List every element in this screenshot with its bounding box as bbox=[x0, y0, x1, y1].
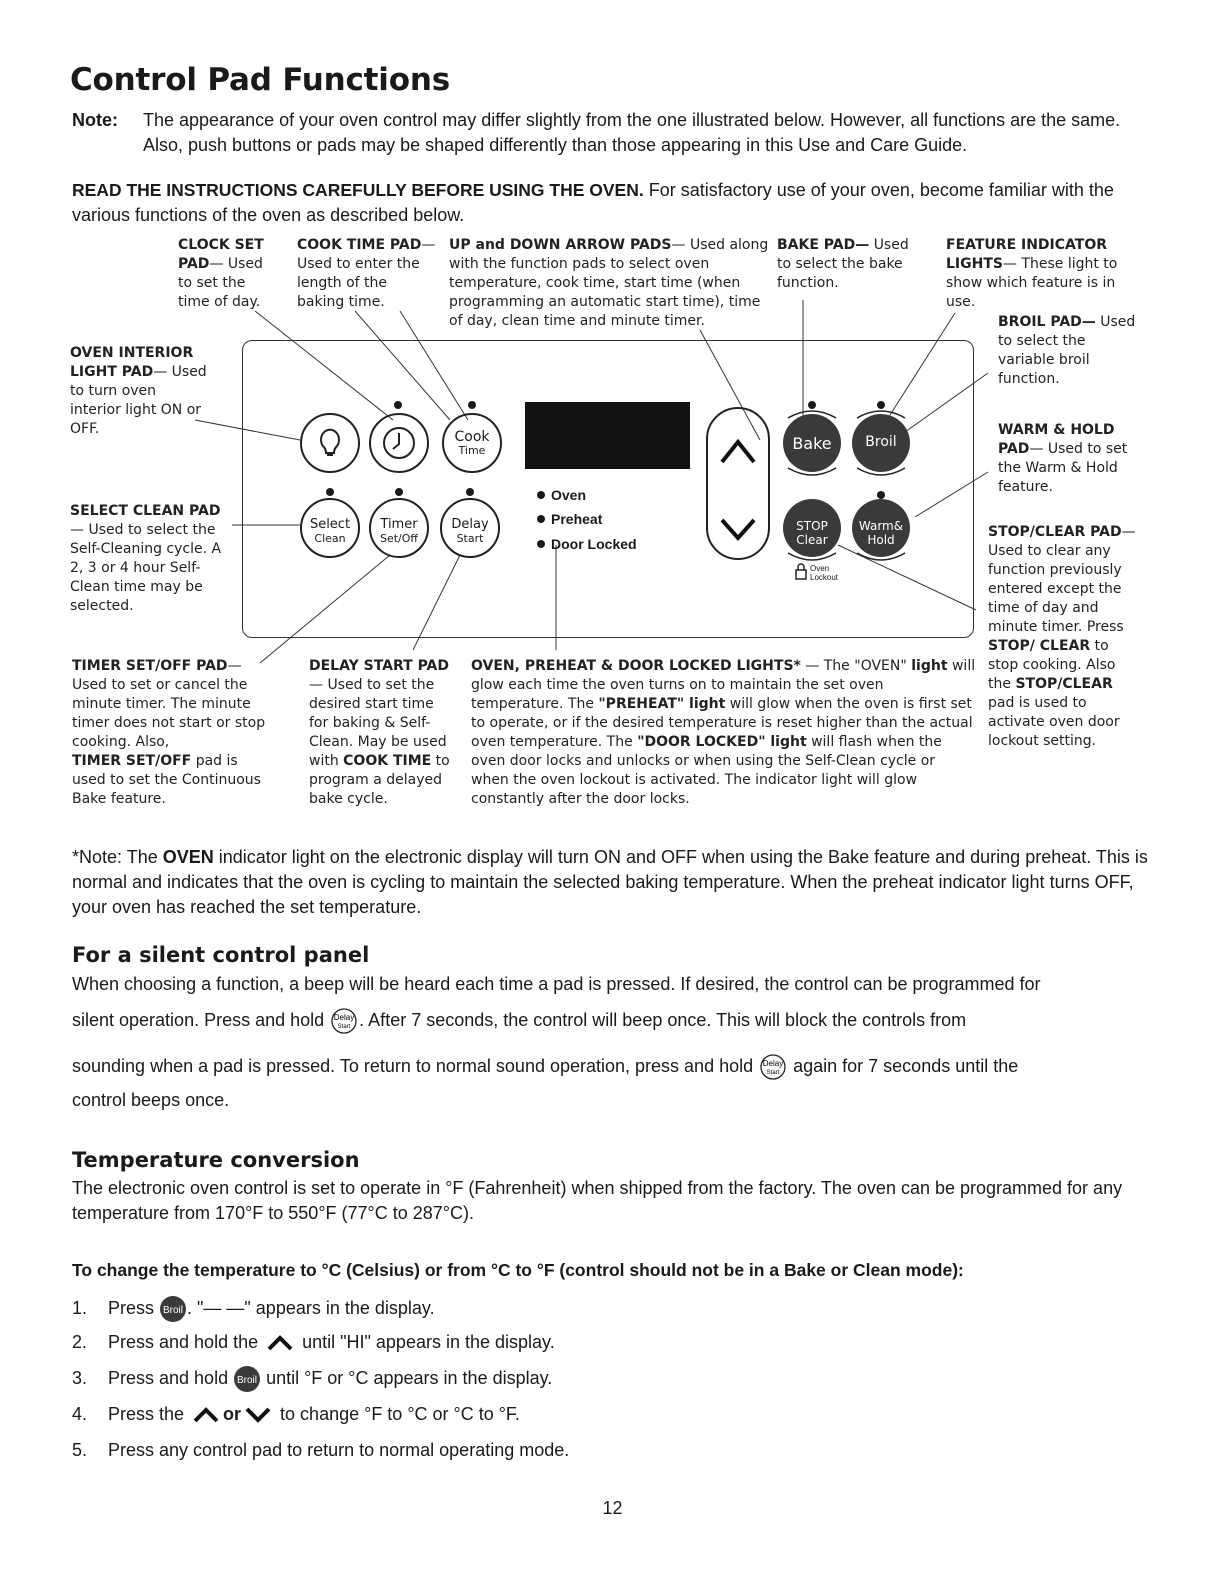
arrow-pads-text: — Used along with the function pads to select oven temperature, cook time, start time (when programming an automatic start time), time of day, clean time and minute timer. bbox=[449, 237, 769, 329]
cook-time-line1: Cook bbox=[454, 429, 490, 445]
page-number: 12 bbox=[602, 1498, 623, 1518]
timer-title: TIMER SET/OFF PAD bbox=[72, 658, 228, 674]
silent-p3a: sounding when a pad is pressed. To return to normal sound operation, press and hold bbox=[72, 1056, 759, 1076]
indicator-dot bbox=[877, 401, 885, 409]
indicator-dot bbox=[808, 401, 816, 409]
ovenlights-title: OVEN, PREHEAT & DOOR LOCKED LIGHTS* bbox=[471, 658, 801, 674]
footnote-t1: *Note: The bbox=[72, 847, 163, 867]
timer-set-off-desc bbox=[72, 657, 272, 809]
step-text-b: to change °F to °C or °C to °F. bbox=[275, 1404, 520, 1424]
delay-line2: Start bbox=[456, 532, 484, 545]
svg-text:Broil: Broil bbox=[237, 1375, 258, 1386]
broil-icon bbox=[159, 1295, 187, 1323]
up-arrow-icon bbox=[189, 1405, 223, 1425]
note-label: Note: bbox=[72, 110, 118, 130]
temp-text: The electronic oven control is set to operate in °F (Fahrenheit) when shipped from the factory. The oven can be programmed for any temperature from 170°F to 550°F (77°C to 287°C). bbox=[72, 1178, 1123, 1223]
delay-text: — Used to set the desired start time for baking & Self-Clean. May be used with bbox=[309, 677, 447, 769]
delay-line1: Delay bbox=[451, 517, 489, 532]
page-title: Control Pad Functions bbox=[70, 62, 450, 98]
step-text: Press and hold the bbox=[108, 1332, 264, 1352]
stop-text2: to stop cooking. Also the bbox=[988, 638, 1116, 692]
silent-heading: For a silent control panel bbox=[72, 943, 370, 967]
ovenlights-b2: "PREHEAT" light bbox=[598, 696, 726, 712]
lock-icon bbox=[796, 570, 806, 579]
step-num: 1. bbox=[72, 1297, 88, 1318]
delay-start-icon bbox=[329, 1008, 359, 1034]
delay-start-label[interactable] bbox=[441, 518, 499, 546]
step-num: 5. bbox=[72, 1440, 88, 1460]
select-clean-desc bbox=[70, 502, 225, 616]
electronic-display bbox=[525, 402, 690, 469]
ovenlights-text3: will glow when the oven is first set to operate, or if the desired temperature is reset higher than the actual oven temperature. The bbox=[471, 696, 973, 750]
indicator-dot bbox=[468, 401, 476, 409]
feature-title: FEATURE INDICATOR LIGHTS bbox=[946, 237, 1108, 272]
silent-line1: When choosing a function, a beep will be heard each time a pad is pressed. If desired, the control can be programmed for bbox=[72, 974, 1041, 994]
step-text: Press the bbox=[108, 1404, 190, 1424]
timer-line2: Set/Off bbox=[379, 532, 418, 545]
oven-footnote bbox=[72, 845, 1152, 920]
lockout-line1: Oven bbox=[810, 564, 830, 573]
silent-p2b: . After 7 seconds, the control will beep once. This will block the controls from bbox=[359, 1010, 967, 1030]
step-4 bbox=[72, 1402, 520, 1426]
bake-pad-desc bbox=[777, 236, 927, 293]
select-title: SELECT CLEAN PAD bbox=[70, 503, 221, 519]
ovenlights-b1: light bbox=[911, 658, 948, 674]
step-2 bbox=[72, 1330, 555, 1354]
step-5 bbox=[72, 1438, 569, 1462]
delay-text2: to program a delayed bake cycle. bbox=[309, 753, 450, 807]
warm-hold-desc bbox=[998, 421, 1143, 497]
stop-bold1: STOP/ CLEAR bbox=[988, 638, 1091, 654]
bake-title: BAKE PAD— bbox=[777, 237, 870, 253]
indicator-dot bbox=[537, 515, 545, 523]
silent-line4: control beeps once. bbox=[72, 1090, 230, 1110]
indicator-dot bbox=[326, 488, 334, 496]
step-or: or bbox=[223, 1404, 242, 1424]
timer-set-off-label[interactable] bbox=[370, 518, 428, 546]
broil-icon bbox=[233, 1365, 261, 1393]
lockout-line2: Lockout bbox=[810, 573, 839, 582]
svg-text:Broil: Broil bbox=[163, 1305, 184, 1316]
ovenlights-text1: — The "OVEN" bbox=[800, 658, 912, 674]
broil-pad-label[interactable]: Broil bbox=[865, 434, 897, 450]
stop-clear-label[interactable] bbox=[783, 519, 841, 547]
clock-set-label bbox=[178, 236, 278, 312]
broil-pad-desc bbox=[998, 313, 1138, 389]
delay-start-icon bbox=[758, 1054, 788, 1080]
bake-text: Used to select the bake function. bbox=[777, 237, 909, 291]
svg-text:Start: Start bbox=[766, 1070, 780, 1077]
delay-start-desc bbox=[309, 657, 454, 809]
read-bold: READ THE INSTRUCTIONS CAREFULLY BEFORE USING THE OVEN. bbox=[72, 180, 644, 200]
stop-title: STOP/CLEAR PAD bbox=[988, 524, 1122, 540]
up-arrow-icon bbox=[722, 442, 754, 462]
ovenlights-text4: will flash when the oven door locks and unlocks or when using the Self-Clean cycle or when the oven lockout is activated. The indicator light will glow constantly after the door locks. bbox=[471, 734, 942, 807]
oven-lockout-label bbox=[810, 564, 838, 582]
arrow-pads-title: UP and DOWN ARROW PADS bbox=[449, 237, 672, 253]
select-text: — Used to select the Self-Cleaning cycle. A 2, 3 or 4 hour Self-Clean time may be selected. bbox=[70, 522, 222, 614]
change-heading: To change the temperature to °C (Celsius) or from °C to °F (control should not be in a Bake or Clean mode): bbox=[72, 1260, 964, 1280]
cook-time-title: COOK TIME PAD bbox=[297, 237, 422, 253]
light-text: — Used to turn oven interior light ON or OFF. bbox=[70, 364, 207, 437]
silent-line2 bbox=[72, 1008, 1152, 1034]
clock-set-text: — Used to set the time of day. bbox=[178, 256, 263, 310]
select-line1: Select bbox=[309, 517, 351, 532]
interior-light-desc bbox=[70, 344, 210, 439]
delay-bold: COOK TIME bbox=[343, 753, 432, 769]
indicator-dot bbox=[395, 488, 403, 496]
svg-text:Start: Start bbox=[337, 1024, 351, 1031]
indicator-dot bbox=[877, 491, 885, 499]
indicator-oven: Oven bbox=[551, 487, 587, 503]
warm-line2: Hold bbox=[867, 533, 895, 547]
delay-title: DELAY START PAD bbox=[309, 658, 449, 674]
timer-line1: Timer bbox=[380, 517, 418, 532]
stop-text3: pad is used to activate oven door lockout setting. bbox=[988, 695, 1120, 749]
step-text-b: until °F or °C appears in the display. bbox=[261, 1367, 553, 1388]
step-text: Press and hold bbox=[108, 1367, 234, 1388]
lightbulb-icon bbox=[321, 430, 339, 455]
cook-time-pad-label[interactable] bbox=[443, 430, 501, 458]
footnote-bold: OVEN bbox=[162, 847, 214, 867]
warm-title: WARM & HOLD PAD bbox=[998, 422, 1115, 457]
timer-text2: pad is used to set the Continuous Bake feature. bbox=[72, 753, 261, 807]
oven-lights-desc bbox=[471, 657, 976, 809]
cook-time-label bbox=[297, 236, 437, 312]
step-text-b: . "— —" appears in the display. bbox=[187, 1297, 435, 1318]
down-arrow-icon bbox=[722, 520, 754, 538]
step-text: Press bbox=[108, 1297, 160, 1318]
ovenlights-text2: will glow each time the oven turns on to maintain the set oven temperature. The bbox=[471, 658, 976, 712]
select-line2: Clean bbox=[314, 532, 346, 545]
indicator-preheat: Preheat bbox=[551, 511, 603, 527]
step-num: 3. bbox=[72, 1367, 88, 1388]
up-arrow-icon bbox=[263, 1333, 297, 1353]
stop-text1: — Used to clear any function previously entered except the time of day and minute timer. Press bbox=[988, 524, 1136, 635]
timer-bold2: TIMER SET/OFF bbox=[72, 753, 192, 769]
warm-text: — Used to set the Warm & Hold feature. bbox=[998, 441, 1128, 495]
temp-heading: Temperature conversion bbox=[72, 1148, 360, 1172]
step-1 bbox=[72, 1295, 435, 1323]
cook-time-line2: Time bbox=[458, 444, 486, 457]
cook-time-text: — Used to enter the length of the baking time. bbox=[297, 237, 436, 310]
step-text: Press any control pad to return to normal operating mode. bbox=[108, 1440, 570, 1460]
down-arrow-icon bbox=[241, 1405, 275, 1425]
light-title: OVEN INTERIOR LIGHT PAD bbox=[70, 345, 194, 380]
svg-text:Delay: Delay bbox=[333, 1013, 355, 1023]
broil-text: Used to select the variable broil function. bbox=[998, 314, 1136, 387]
indicator-dot bbox=[537, 540, 545, 548]
indicator-dot bbox=[466, 488, 474, 496]
bake-pad-label[interactable]: Bake bbox=[792, 434, 832, 453]
read-text: For satisfactory use of your oven, become familiar with the various functions of the oven as described below. bbox=[72, 180, 1114, 225]
note-text: The appearance of your oven control may differ slightly from the one illustrated below. However, all functions are the same. Also, push buttons or pads may be shaped differently than those appearing in this Use and Care Guide. bbox=[143, 110, 1121, 155]
step-num: 4. bbox=[72, 1404, 88, 1424]
step-3 bbox=[72, 1365, 552, 1393]
select-clean-label[interactable] bbox=[301, 518, 359, 546]
indicator-dot bbox=[394, 401, 402, 409]
arrow-pads-label bbox=[449, 236, 771, 331]
light-pad bbox=[301, 414, 359, 472]
clock-set-title: CLOCK SET PAD bbox=[178, 237, 264, 272]
svg-text:Delay: Delay bbox=[762, 1059, 784, 1069]
ovenlights-b3: "DOOR LOCKED" light bbox=[637, 734, 807, 750]
silent-p3b: again for 7 seconds until the bbox=[788, 1056, 1019, 1076]
stop-clear-desc bbox=[988, 523, 1136, 751]
stop-line1: STOP bbox=[796, 519, 828, 533]
silent-line3 bbox=[72, 1054, 1152, 1080]
step-num: 2. bbox=[72, 1332, 88, 1352]
broil-title: BROIL PAD— bbox=[998, 314, 1096, 330]
footnote-t2: indicator light on the electronic display will turn ON and OFF when using the Bake feature and during preheat. This is normal and indicates that the oven is cycling to maintain the selected baking temperature. When the preheat indicator light turns OFF, your oven has reached the set temperature. bbox=[72, 847, 1148, 917]
indicator-door-locked: Door Locked bbox=[551, 536, 637, 552]
warm-line1: Warm& bbox=[858, 519, 904, 533]
stop-bold2: STOP/CLEAR bbox=[1015, 676, 1113, 692]
stop-line2: Clear bbox=[796, 533, 828, 547]
warm-hold-label[interactable] bbox=[852, 519, 910, 547]
feature-indicator-label bbox=[946, 236, 1136, 312]
indicator-dot bbox=[537, 491, 545, 499]
timer-text: — Used to set or cancel the minute timer. The minute timer does not start or stop cooking. Also, bbox=[72, 658, 266, 750]
feature-text: — These light to show which feature is in use. bbox=[946, 256, 1118, 310]
step-text-b: until "HI" appears in the display. bbox=[297, 1332, 555, 1352]
silent-p2a: silent operation. Press and hold bbox=[72, 1010, 330, 1030]
